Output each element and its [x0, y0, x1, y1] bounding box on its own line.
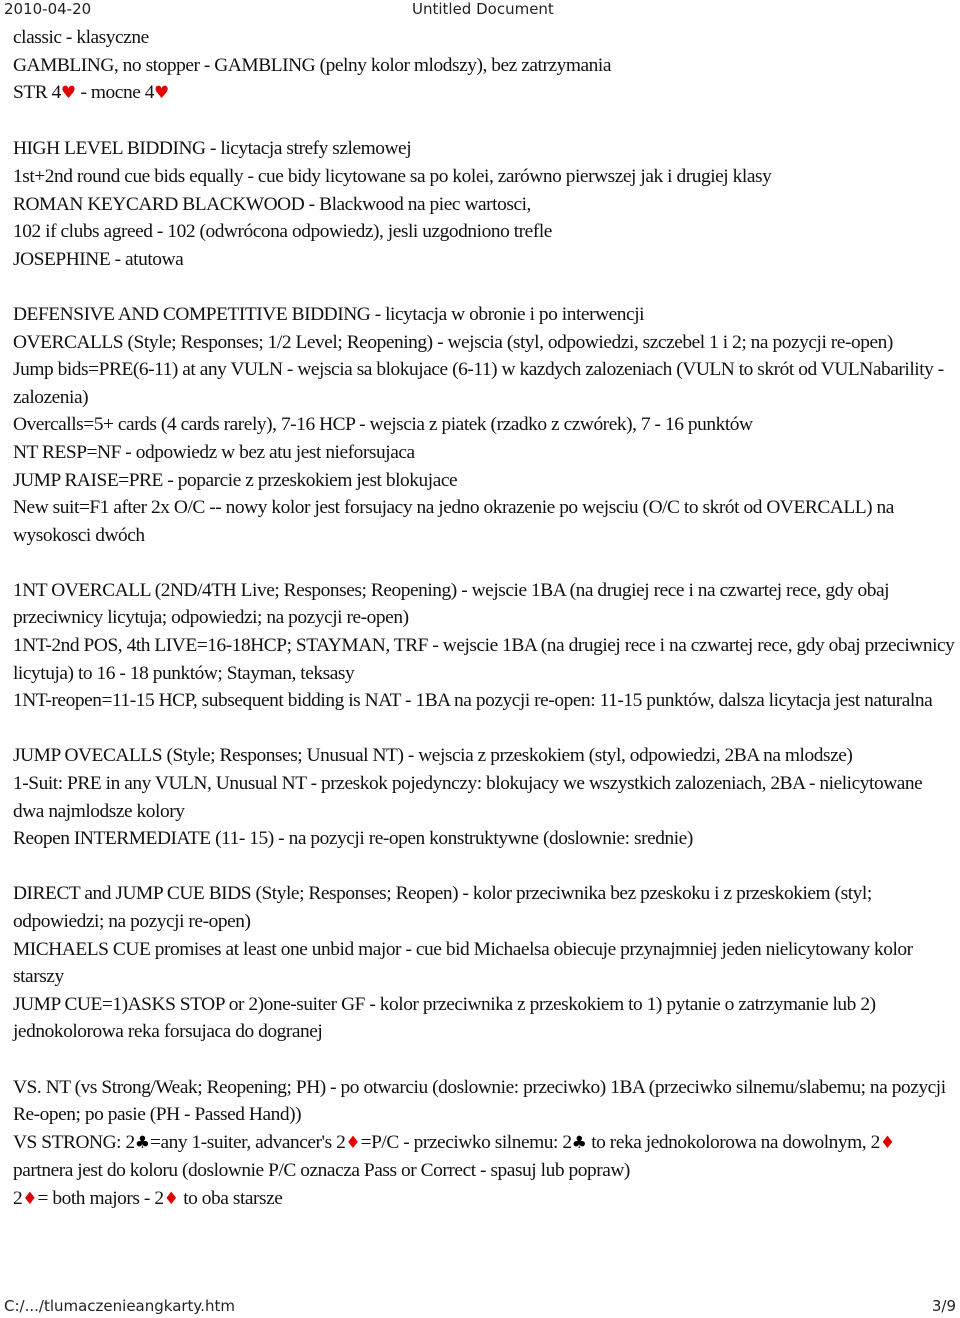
spacer: [13, 853, 955, 881]
text-line: ROMAN KEYCARD BLACKWOOD - Blackwood na piec wartosci,: [13, 193, 531, 215]
diamond-icon: ♦: [345, 1132, 361, 1153]
text-run: VS STRONG: 2: [13, 1131, 135, 1153]
diamond-icon: ♦: [163, 1188, 179, 1209]
club-icon: ♣: [134, 1132, 150, 1153]
text-line: Overcalls=5+ cards (4 cards rarely), 7-16 HCP - wejscia z piatek (rzadko z czwórek), 7 - 16 punktów: [13, 414, 753, 436]
text-line: JUMP CUE=1)ASKS STOP or 2)one-suiter GF - kolor przeciwnika z przeskokiem to 1) pytanie o zatrzymanie lub 2) jednokolorowa reka forsujaca do dogranej: [13, 993, 876, 1043]
heart-icon: ♥: [154, 83, 170, 104]
spacer: [13, 108, 955, 136]
page-number: 3/9: [931, 1297, 956, 1315]
text-line: NT RESP=NF - odpowiedz w bez atu jest nieforsujaca: [13, 441, 415, 463]
diamond-icon: ♦: [22, 1188, 38, 1209]
text-run: partnera jest do koloru (doslownie P/C oznacza Pass or Correct - spasuj lub popraw): [13, 1160, 630, 1182]
print-header: [0, 0, 960, 20]
text-line: JUMP OVECALLS (Style; Responses; Unusual NT) - wejscia z przeskokiem (styl, odpowiedzi, 2BA na mlodsze): [13, 745, 853, 767]
spacer: [13, 1046, 955, 1074]
text-run: =P/C - przeciwko silnemu: 2: [360, 1131, 572, 1153]
section-heading: DEFENSIVE AND COMPETITIVE BIDDING - licytacja w obronie i po interwencji: [13, 303, 645, 325]
text-line: classic - klasyczne: [13, 27, 149, 48]
text-line: New suit=F1 after 2x O/C -- nowy kolor jest forsujacy na jedno okrazenie po wejsciu (O/C to skrót od OVERCALL) na wysokosci dwóch: [13, 497, 894, 546]
document-title: Untitled Document: [412, 0, 554, 18]
text-run: = both majors - 2: [37, 1187, 164, 1209]
text-line: 1NT-2nd POS, 4th LIVE=16-18HCP; STAYMAN, TRF - wejscie 1BA (na drugiej rece i na czwartej rece, gdy obaj przeciwnicy licytuja) to 16 - 18 punktów; Stayman, teksasy: [13, 635, 955, 684]
text-line: JUMP RAISE=PRE - poparcie z przeskokiem jest blokujace: [13, 469, 458, 491]
text-line: 102 if clubs agreed - 102 (odwrócona odpowiedz), jesli uzgodniono trefle: [13, 221, 552, 243]
text-line: GAMBLING, no stopper - GAMBLING (pelny kolor mlodszy), bez zatrzymania: [13, 54, 612, 76]
spacer: [13, 273, 955, 301]
text-line: 1-Suit: PRE in any VULN, Unusual NT - przeskok pojedynczy: blokujacy we wszystkich zalozeniach, 2BA - nielicytowane dwa najmlodsze kolory: [13, 773, 923, 822]
text-line: MICHAELS CUE promises at least one unbid major - cue bid Michaelsa obiecuje przynajmniej jeden nielicytowany kolor starszy: [13, 938, 913, 988]
text-run: STR 4: [13, 82, 61, 104]
text-run: to oba starsze: [178, 1187, 283, 1209]
text-run: to reka jednokolorowa na dowolnym, 2: [586, 1131, 880, 1153]
text-line: 1st+2nd round cue bids equally - cue bidy licytowane sa po kolei, zarówno pierwszej jak i drugiej klasy: [13, 165, 772, 187]
text-line: Reopen INTERMEDIATE (11- 15) - na pozycji re-open konstruktywne (doslownie: srednie): [13, 828, 693, 850]
text-run: - mocne 4: [76, 82, 154, 104]
text-line: [13, 1185, 955, 1214]
club-icon: ♣: [571, 1132, 587, 1153]
text-line: VS. NT (vs Strong/Weak; Reopening; PH) - po otwarciu (doslownie: przeciwko) 1BA (przeciwko silnemu/slabemu; na pozycji Re-open; po pasie (PH - Passed Hand)): [13, 1076, 946, 1126]
diamond-icon: ♦: [879, 1132, 896, 1153]
text-line: [13, 79, 955, 108]
print-footer: [0, 1296, 960, 1318]
text-line: 1NT-reopen=11-15 HCP, subsequent bidding is NAT - 1BA na pozycji re-open: 11-15 punktów, dalsza licytacja jest naturalna: [13, 690, 933, 712]
section-heading: HIGH LEVEL BIDDING - licytacja strefy szlemowej: [13, 138, 412, 160]
text-run: =any 1-suiter, advancer's 2: [150, 1131, 346, 1153]
spacer: [13, 549, 955, 577]
text-line: OVERCALLS (Style; Responses; 1/2 Level; Reopening) - wejscia (styl, odpowiedzi, szczebel 1 i 2; na pozycji re-open): [13, 331, 893, 353]
text-run: 2: [13, 1187, 23, 1209]
text-line: 1NT OVERCALL (2ND/4TH Live; Responses; Reopening) - wejscie 1BA (na drugiej rece i na czwartej rece, gdy obaj przeciwnicy licytuja; odpowiedzi; na pozycji re-open): [13, 579, 890, 629]
spacer: [13, 715, 955, 743]
file-path: C:/.../tlumaczenieangkarty.htm: [4, 1297, 235, 1315]
text-line: Jump bids=PRE(6-11) at any VULN - wejscia sa blokujace (6-11) w kazdych zalozeniach (VULN to skrót od VULNabarility - zalozenia): [13, 359, 944, 408]
text-line: JOSEPHINE - atutowa: [13, 248, 184, 270]
print-date: 2010-04-20: [4, 0, 92, 18]
text-line: [13, 1129, 955, 1185]
document-body: [13, 24, 955, 1214]
heart-icon: ♥: [60, 83, 77, 104]
text-line: DIRECT and JUMP CUE BIDS (Style; Responses; Reopen) - kolor przeciwnika bez pzeskoku i z przeskokiem (styl; odpowiedzi; na pozycji re-open): [13, 883, 872, 932]
